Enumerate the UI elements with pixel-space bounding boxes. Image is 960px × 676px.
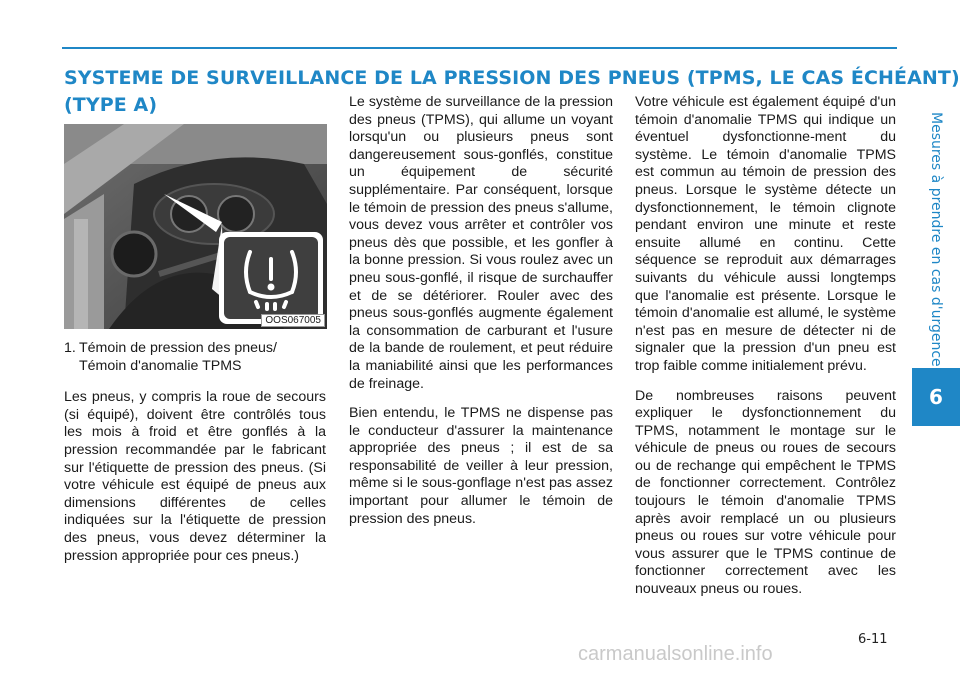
chapter-label: Mesures à prendre en cas d'urgence <box>928 111 944 367</box>
header-rule <box>62 47 897 49</box>
chapter-tab[interactable] <box>912 368 960 426</box>
section-title: SYSTEME DE SURVEILLANCE DE LA PRESSION DES PNEUS (TPMS, LE CAS ÉCHÉANT) <box>64 67 960 89</box>
list-item <box>64 340 326 375</box>
page-number: 6-11 <box>858 632 888 647</box>
text-column-2 <box>349 94 613 540</box>
paragraph: De nombreuses raisons peuvent expliquer le dysfonctionnement du TPMS, notamment le montage sur le véhicule de pneus ou roues de secours ou de rechange qui empêchent le TPMS de fonctionner correctement. Contrôlez toujours le témoin d'anomalie TPMS après avoir remplacé un ou plusieurs pneus ou roues sur votre véhicule pour vous assurer que le TPMS continue de fonctionner correctement avec les nouveaux pneus ou roues. <box>635 387 896 598</box>
paragraph: Le système de surveillance de la pression des pneus (TPMS), qui allume un voyant lorsqu'un ou plusieurs pneus sont dangereusement sous-gonflés, constitue un équipement de sécurité supplémentaire. Par conséquent, lorsque le témoin de pression des pneus s'allume, vous devez vous arrêter et contrôler vos pneus dès que possible, et les gonfler à la bonne pression. Si vous roulez avec un pneu sous-gonflé, il risque de surchauffer et de se détériorer. Rouler avec des pneus sous-gonflés augmente également la consommation de carburant et l'usure de la bande de roulement, et peut réduire la maniabilité ainsi que les performances de freinage. <box>349 94 613 392</box>
paragraph: Les pneus, y compris la roue de secours (si équipé), doivent être contrôlés tous les mois à froid et être gonflés à la pression recommandée par le fabricant sur l'étiquette de pression des pneus. (Si votre véhicule est équipé de pneus aux dimensions différentes de celles indiquées sur la l'étiquette de pression des pneus, vous devez déterminer la pression appropriée pour ces pneus.) <box>64 389 326 564</box>
paragraph: Votre véhicule est également équipé d'un témoin d'anomalie TPMS qui indique un éventuel dysfonctionne-ment du système. Le témoin d'anomalie TPMS est commun au témoin de pression des pneus. Lorsque le système détecte un dysfonctionnement, le témoin clignote pendant environ une minute et reste ensuite allumé en continu. Cette séquence se reproduit aux démarrages suivants du véhicule aussi longtemps que l'anomalie est présente. Lorsque le témoin d'anomalie est allumé, le système n'est pas en mesure de détecter ni de signaler que la pression d'un pneu est trop faible comme initialement prévu. <box>635 94 896 374</box>
dashboard-photo <box>64 124 327 329</box>
text-column-3 <box>635 94 896 611</box>
figure-code: OOS067005 <box>261 314 325 327</box>
list-item-number: 1. <box>64 340 76 356</box>
paragraph: Bien entendu, le TPMS ne dispense pas le conducteur d'assurer la maintenance appropriée des pneus ; il est de sa responsabilité de veiller à leur pression, même si le sous-gonflage n'est pas assez important pour allumer le témoin de pression des pneus. <box>349 405 613 527</box>
watermark: carmanualsonline.info <box>578 643 773 665</box>
chapter-number: 6 <box>929 385 943 409</box>
list-item-text: Témoin de pression des pneus/ Témoin d'anomalie TPMS <box>79 340 277 374</box>
section-subtitle: (TYPE A) <box>64 94 158 116</box>
dashboard-illustration <box>64 124 327 329</box>
text-column-1 <box>64 340 326 577</box>
